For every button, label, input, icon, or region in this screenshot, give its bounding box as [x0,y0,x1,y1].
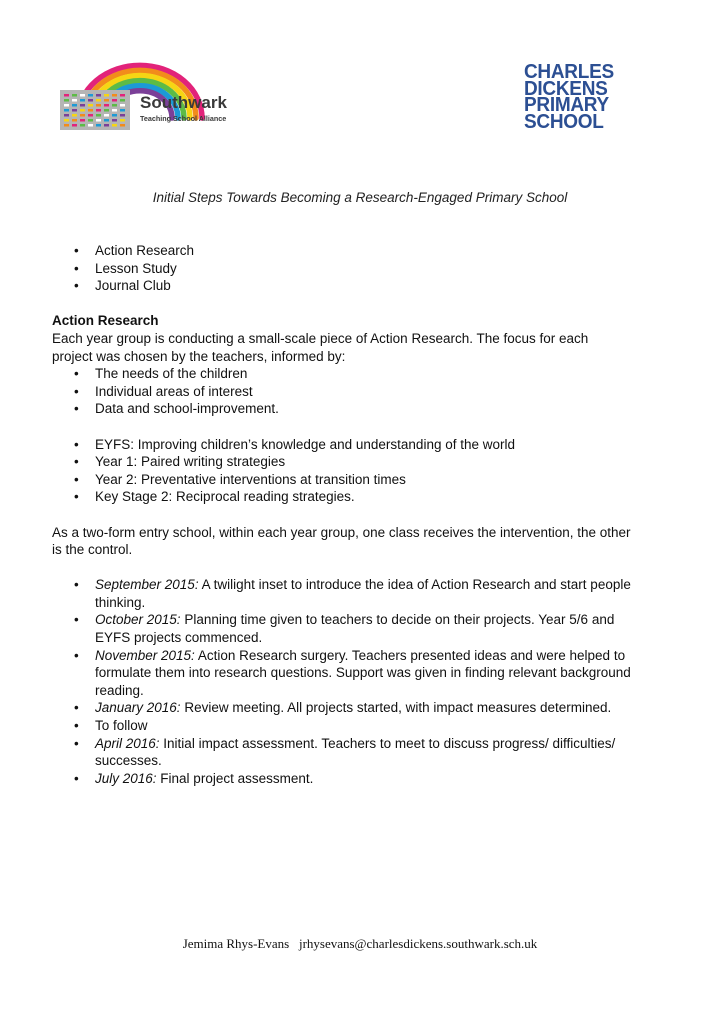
footer [0,936,720,952]
section-heading: Action Research [52,313,159,329]
list-item: • EYFS: Improving children’s knowledge and understanding of the world [52,436,632,454]
timeline-item [52,647,632,700]
timeline-item [52,717,632,735]
logo-line: DICKENS [524,77,608,100]
timeline-date: April 2016: [95,735,160,751]
timeline-item [52,576,632,611]
list-item: • Journal Club [52,277,632,295]
timeline-date: July 2016: [95,770,157,786]
timeline-text: Review meeting. All projects started, with impact measures determined. [180,700,612,716]
timeline-item [52,699,632,717]
southwark-logo [56,52,256,136]
logo-line: SCHOOL [524,110,604,133]
list-item: • Individual areas of interest [52,383,632,401]
southwark-logo-tagline: Teaching School Alliance [140,114,227,123]
timeline-date: September 2015: [95,577,199,593]
document-title: Initial Steps Towards Becoming a Research-Engaged Primary School [152,190,568,205]
list-item: • Year 1: Paired writing strategies [52,453,632,471]
list-item: • Key Stage 2: Reciprocal reading strategies. [52,488,632,506]
projects-list [52,436,632,506]
list-item: • Lesson Study [52,260,632,278]
list-item: • The needs of the children [52,365,632,383]
design-note: As a two-form entry school, within each year group, one class receives the intervention, the other is the control. [52,524,631,558]
timeline-date: January 2016: [95,700,181,716]
list-item: • Action Research [52,242,632,260]
rainbow-school-icon [56,52,256,136]
southwark-logo-name: Southwark [140,93,227,112]
list-item: • Data and school-improvement. [52,400,632,418]
document-body [52,242,632,787]
charles-dickens-logo [524,61,614,134]
timeline-text: Initial impact assessment. Teachers to meet to discuss progress/ difficulties/ successes. [95,735,616,769]
timeline-date: November 2015: [95,647,195,663]
informed-by-list [52,365,632,418]
timeline-date: October 2015: [95,612,181,628]
timeline-text: A twilight inset to introduce the idea of Action Research and start people thinking. [95,577,631,610]
logo-line: PRIMARY [524,94,609,116]
timeline-text: Planning time given to teachers to decide on their projects. Year 5/6 and EYFS projects commenced. [95,612,615,646]
timeline-item [52,735,632,770]
author-name: Jemima Rhys-Evans [182,936,290,951]
logo-line: CHARLES [524,61,614,83]
timeline-text: Action Research surgery. Teachers presented ideas and were helped to formulate them into research questions. Support was given in finding relevant background reading. [95,647,631,698]
timeline-text: To follow [95,718,148,734]
section-intro: Each year group is conducting a small-scale piece of Action Research. The focus for each project was chosen by the teachers, informed by: [52,330,589,364]
timeline-list [52,576,632,787]
list-item: • Year 2: Preventative interventions at transition times [52,471,632,489]
author-email[interactable]: jrhysevans@charlesdickens.southwark.sch.uk [298,936,538,951]
timeline-text: Final project assessment. [156,770,314,786]
timeline-item [52,770,632,788]
overview-list [52,242,632,295]
timeline-item [52,611,632,646]
